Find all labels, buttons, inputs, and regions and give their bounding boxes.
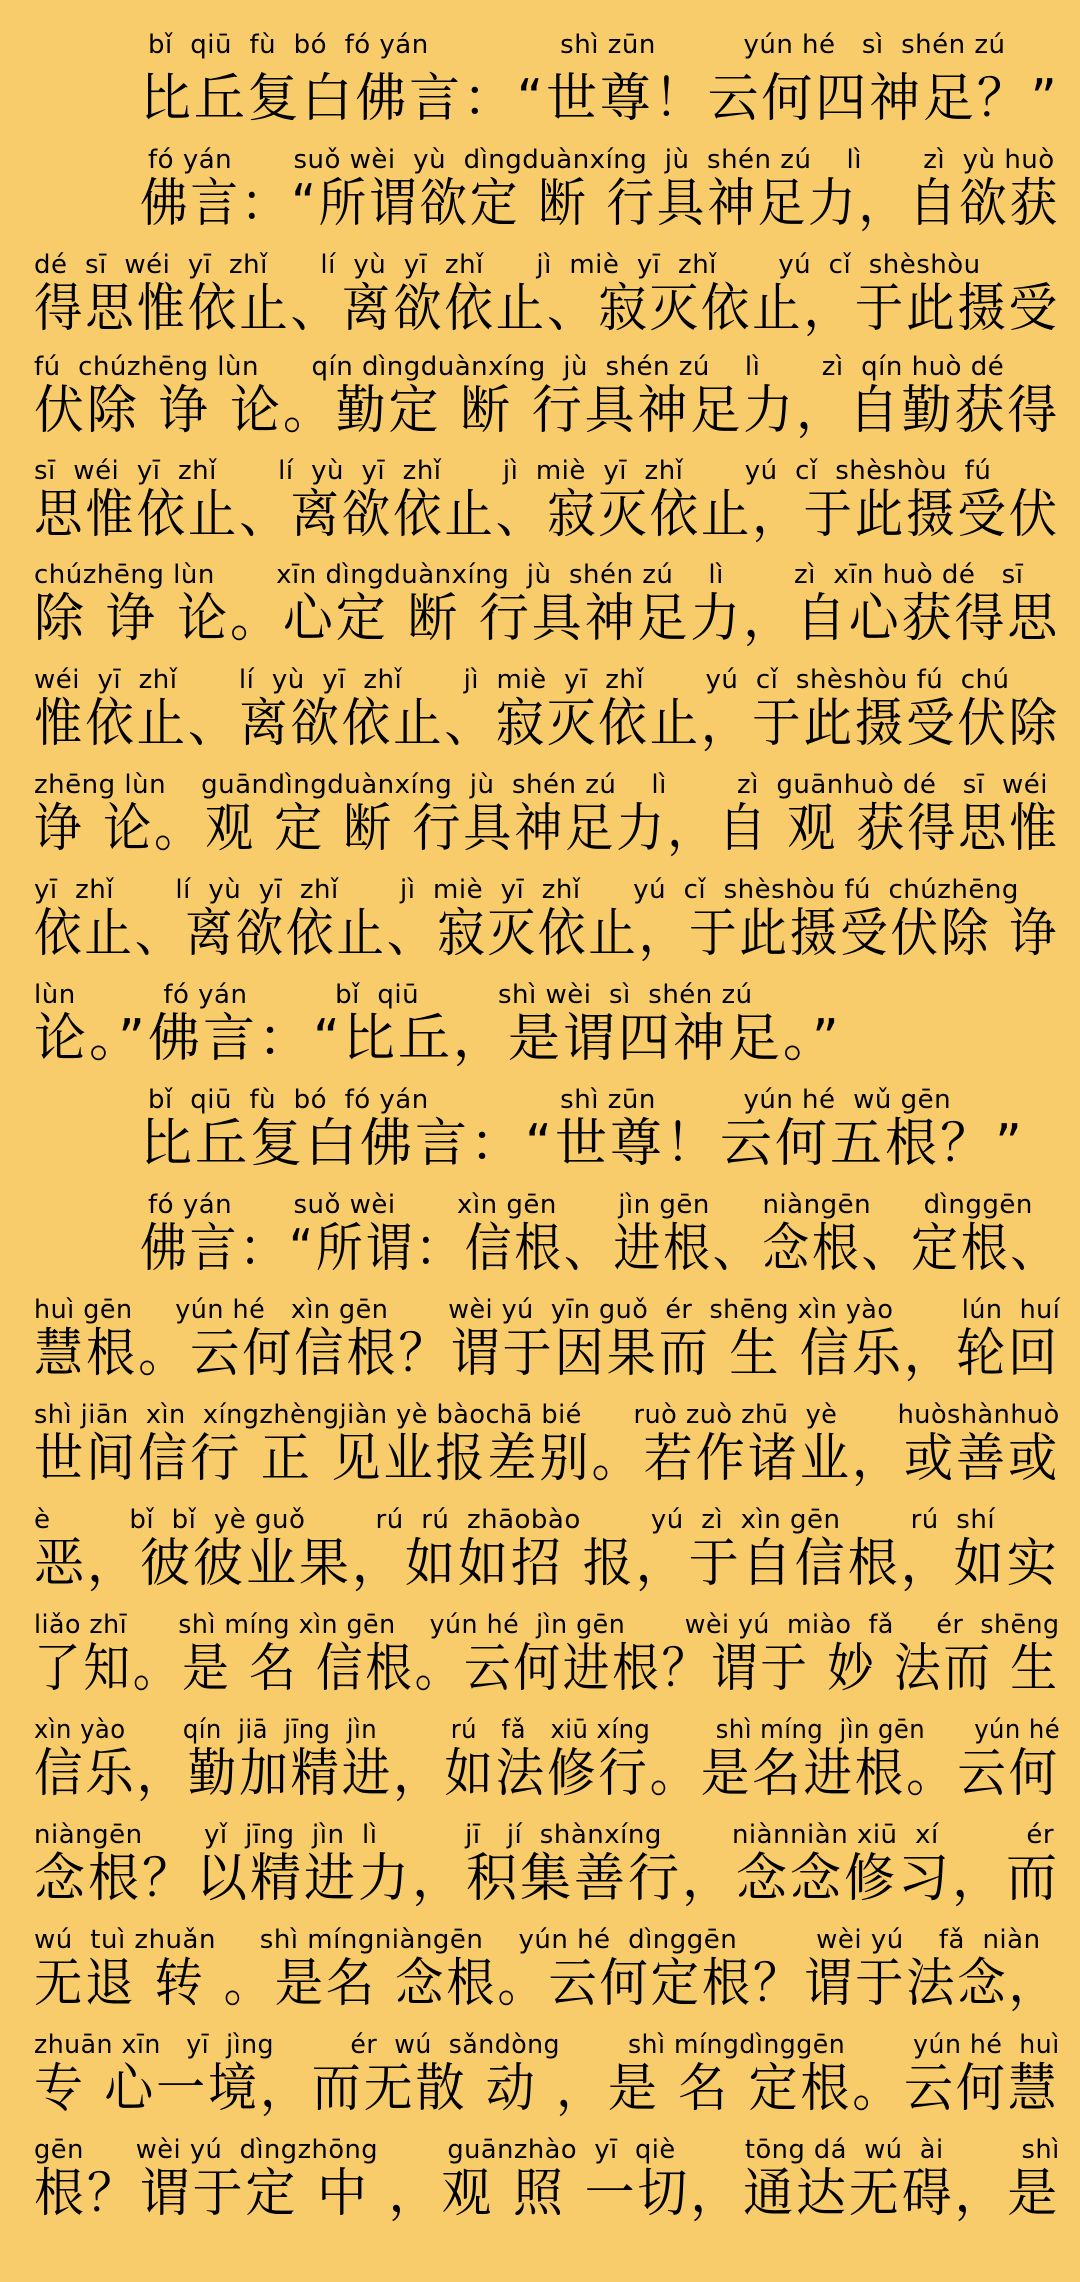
- pinyin-line-4: fú chúzhēng lùn qín dìngduànxíng jù shén zú lì zì qín huò dé: [34, 352, 1005, 382]
- hanzi-line-10: 论。”佛言：“比丘，是谓四神足。”: [34, 1009, 842, 1069]
- pinyin-line-20: zhuān xīn yī jìng ér wú sǎndòng shì míngdìnggēn yún hé huì: [34, 2030, 1060, 2060]
- hanzi-line-4: 伏除 诤 论。勤定 断 行具神足力，自勤获得: [34, 381, 1061, 441]
- hanzi-line-18: 念根？以精进力，积集善行，念念修习，而: [34, 1849, 1060, 1909]
- hanzi-line-11: 比丘复白佛言：“世尊！云何五根？”: [140, 1114, 1025, 1174]
- hanzi-line-19: 无退 转 。是名 念根。云何定根？谓于法念，: [34, 1954, 1060, 2014]
- hanzi-line-14: 世间信行 正 见业报差别。若作诸业，或善或: [34, 1429, 1061, 1489]
- pinyin-line-18: niàngēn yǐ jīng jìn lì jī jí shànxíng niànniàn xiū xí ér: [34, 1820, 1055, 1850]
- pinyin-line-11: bǐ qiū fù bó fó yán shì zūn yún hé wǔ gēn: [148, 1085, 952, 1115]
- pinyin-line-21: gēn wèi yú dìngzhōng guānzhào yī qiè tōng dá wú ài shì: [34, 2135, 1060, 2165]
- pinyin-line-17: xìn yào qín jiā jīng jìn rú fǎ xiū xíng shì míng jìn gēn yún hé: [34, 1715, 1061, 1745]
- pinyin-line-13: huì gēn yún hé xìn gēn wèi yú yīn guǒ ér shēng xìn yào lún huí: [34, 1295, 1061, 1325]
- hanzi-line-17: 信乐，勤加精进，如法修行。是名进根。云何: [34, 1744, 1060, 1804]
- pinyin-line-15: è bǐ bǐ yè guǒ rú rú zhāobào yú zì xìn gēn rú shí: [34, 1505, 996, 1535]
- hanzi-line-9: 依止、离欲依止、寂灭依止，于此摄受伏除 诤: [34, 904, 1060, 964]
- hanzi-line-15: 恶，彼彼业果，如如招 报，于自信根，如实: [34, 1534, 1060, 1594]
- pinyin-line-7: wéi yī zhǐ lí yù yī zhǐ jì miè yī zhǐ yú cǐ shèshòu fú chú: [34, 665, 1010, 695]
- hanzi-line-21: 根？谓于定 中 ，观 照 一切，通达无碍，是: [34, 2164, 1061, 2224]
- hanzi-line-16: 了知。是 名 信根。云何进根？谓于 妙 法而 生: [34, 1639, 1060, 1699]
- hanzi-line-6: 除 诤 论。心定 断 行具神足力，自心获得思: [34, 589, 1061, 649]
- hanzi-line-8: 诤 论。观 定 断 行具神足力，自 观 获得思惟: [34, 799, 1061, 859]
- hanzi-line-13: 慧根。云何信根？谓于因果而 生 信乐，轮回: [34, 1324, 1061, 1384]
- hanzi-line-12: 佛言：“所谓：信根、进根、念根、定根、: [140, 1219, 1060, 1279]
- pinyin-line-9: yī zhǐ lí yù yī zhǐ jì miè yī zhǐ yú cǐ shèshòu fú chúzhēng: [34, 875, 1019, 905]
- pinyin-line-5: sī wéi yī zhǐ lí yù yī zhǐ jì miè yī zhǐ yú cǐ shèshòu fú: [34, 456, 992, 486]
- pinyin-line-19: wú tuì zhuǎn shì míngniàngēn yún hé dìnggēn wèi yú fǎ niàn: [34, 1925, 1041, 1955]
- hanzi-line-7: 惟依止、离欲依止、寂灭依止，于此摄受伏除: [34, 694, 1060, 754]
- pinyin-line-1: bǐ qiū fù bó fó yán shì zūn yún hé sì shén zú: [148, 30, 1006, 60]
- pinyin-line-8: zhēng lùn guāndìngduànxíng jù shén zú lì zì guānhuò dé sī wéi: [34, 770, 1048, 800]
- pinyin-line-2: fó yán suǒ wèi yù dìngduànxíng jù shén zú lì zì yù huò: [148, 145, 1055, 175]
- pinyin-line-10: lùn fó yán bǐ qiū shì wèi sì shén zú: [34, 980, 753, 1010]
- hanzi-line-5: 思惟依止、离欲依止、寂灭依止，于此摄受伏: [34, 485, 1060, 545]
- hanzi-line-2: 佛言：“所谓欲定 断 行具神足力，自欲获: [140, 174, 1060, 234]
- hanzi-line-3: 得思惟依止、离欲依止、寂灭依止，于此摄受: [34, 279, 1060, 339]
- hanzi-line-20: 专 心一境，而无散 动 ，是 名 定根。云何慧: [34, 2059, 1060, 2119]
- pinyin-line-6: chúzhēng lùn xīn dìngduànxíng jù shén zú lì zì xīn huò dé sī: [34, 560, 1024, 590]
- pinyin-line-14: shì jiān xìn xíngzhèngjiàn yè bàochā bié ruò zuò zhū yè huòshànhuò: [34, 1400, 1060, 1430]
- pinyin-line-16: liǎo zhī shì míng xìn gēn yún hé jìn gēn wèi yú miào fǎ ér shēng: [34, 1610, 1060, 1640]
- hanzi-line-1: 比丘复白佛言：“世尊！云何四神足？”: [140, 69, 1060, 129]
- pinyin-line-3: dé sī wéi yī zhǐ lí yù yī zhǐ jì miè yī zhǐ yú cǐ shèshòu: [34, 250, 981, 280]
- pinyin-line-12: fó yán suǒ wèi xìn gēn jìn gēn niàngēn dìnggēn: [148, 1190, 1033, 1220]
